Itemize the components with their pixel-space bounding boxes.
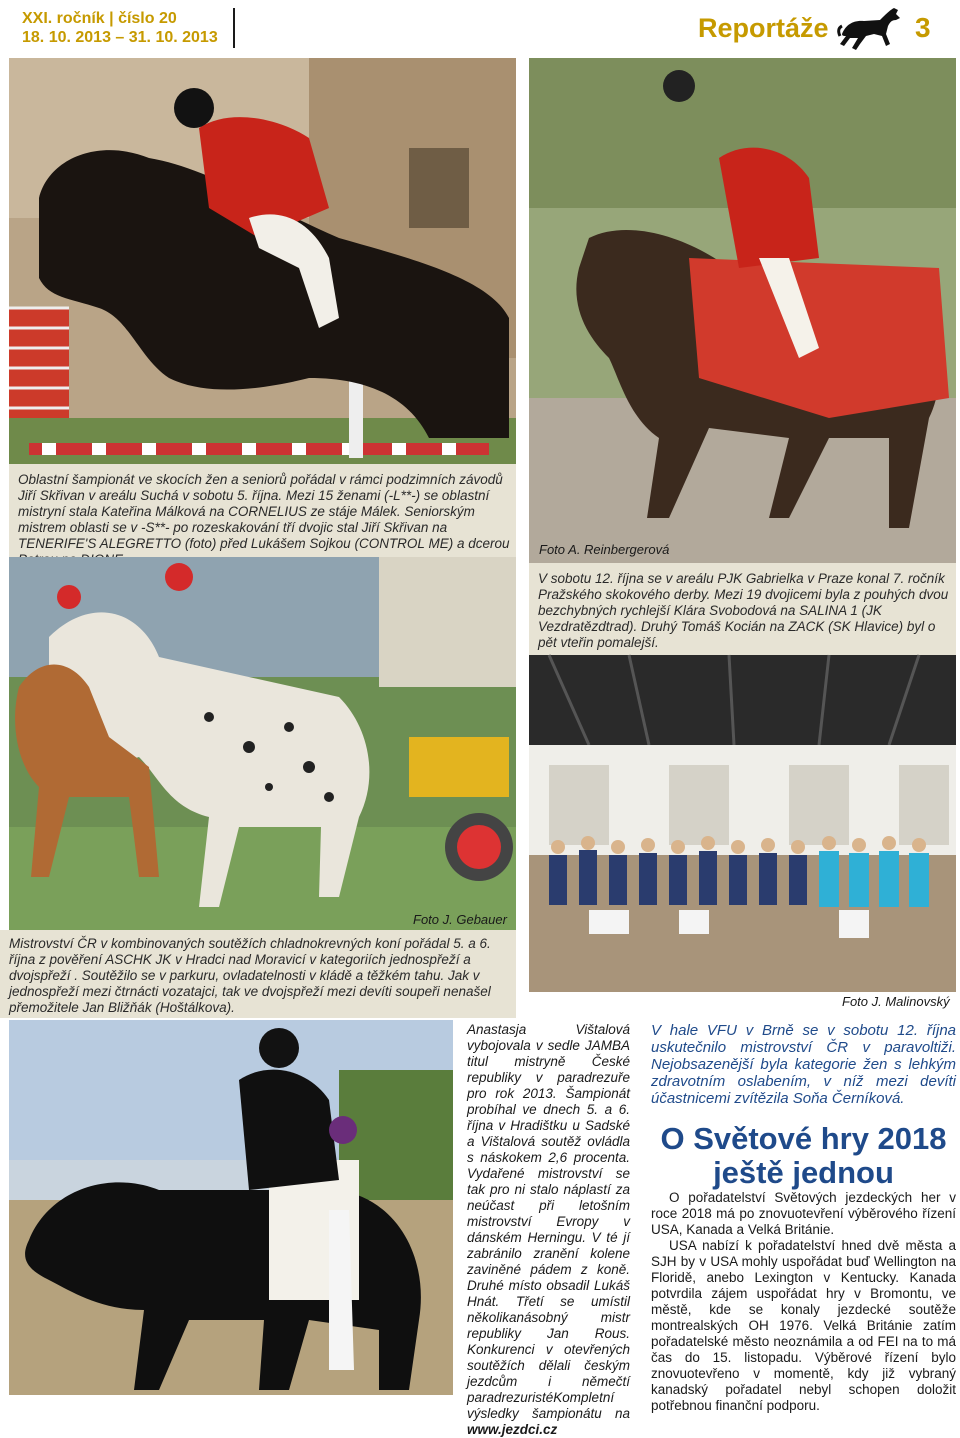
caption-driving: Mistrovství ČR v kombinovaných soutěžích chladnokrevných koní pořádal 5. a 6. října z pověření ASCHK JK v Hradci nad Moravicí v kategoriích jednospřeží a dvojspřeží . Soutěžilo se v parkuru, ovladatelnosti v kládě a těžkém tahu. Jak v jednospřeží mezi čtrnácti vozatajci, tak ve dvojspřeží mezi devíti soupeři nenašel přemožitele Jan Bližňák (Hoštálkova). — [0, 930, 516, 1018]
page-header — [0, 0, 960, 56]
photo-derby — [529, 58, 956, 563]
issue-dates: 18. 10. 2013 – 31. 10. 2013 — [22, 29, 218, 46]
photo-credit-derby: Foto A. Reinbergerová — [539, 542, 670, 557]
article-paragraph-2: USA nabízí k pořadatelství hned dvě města a SJH by v USA mohly uspořádat buď Wellington na Floridě, anebo Lexington v Kentucky. Kanada potvrdila zájem uspořádat hry v Bromontu, ve městě, kde se konaly jezdecké soutěže montrealských OH 1976. Velká Británie zatím pořadatelské město neoznámila a od FEI na to má čas do 15. listopadu. Výběrové řízení bylo znovuotevřeno v momentě, kdy již vybraný kanadský pořadatel nebyl schopen doložit potřebnou finanční podporu. — [651, 1238, 956, 1413]
article-para-dressage — [467, 1022, 630, 1438]
photo-show-jumping — [9, 58, 516, 464]
horse-icon — [836, 4, 902, 52]
header-divider — [233, 8, 235, 48]
caption-derby: V sobotu 12. října se v areálu PJK Gabrielka v Praze konal 7. ročník Pražského skokového derby. Mezi 19 dvojicemi byla z pouhých dvou bezchybných rychlejší Klára Svobodová na SALINA 1 (JK Vezdratězdtrad). Druhý Tomáš Kocián na ZACK (SK Hlavice) byl o pět vteřin pomalejší. — [529, 563, 956, 663]
results-link[interactable]: www.jezdci.cz — [467, 1422, 558, 1437]
headline-line-2: ještě jednou — [713, 1155, 894, 1190]
headline-line-1: O Světové hry 2018 — [660, 1121, 947, 1156]
photo-credit-driving: Foto J. Gebauer — [413, 912, 507, 927]
article-headline — [651, 1122, 956, 1190]
issue-volume: XXI. ročník | číslo 20 — [22, 10, 177, 27]
photo-para-dressage — [9, 1020, 453, 1395]
section-title: Reportáže — [698, 13, 829, 43]
para-dressage-body: Anastasja Vištalová vybojovala v sedle JAMBA titul mistryně České republiky v paradrezuře pro rok 2013. Šampionát probíhal ve dnech 5. a 6. října v Hradištku u Sadské a Vištalová soutěž ovládla s náskokem 2,6 procenta. Vydařené mistrovství se tak pro ni stalo náplastí za neúčast při letošním mistrovství Evropy v dánském Herningu. V té jí zabránilo zranění kolene zaviněné pádem z koně. Druhé místo obsadil Lukáš Hnát. Třetí se umístil několikanásobný mistr republiky Jan Rous. Konkurenci v otevřených soutěžích dělali českým jezdcům i němečtí paradrezuristéKompletní výsledky šampionátu na — [467, 1022, 630, 1421]
issue-info — [22, 9, 218, 47]
photo-driving — [9, 557, 516, 930]
article-paragraph-1: O pořadatelství Světových jezdeckých her v roce 2018 má po znovuotevření výběrového řízení USA, Kanada a Velká Británie. — [651, 1190, 956, 1237]
caption-show-jumping: Oblastní šampionát ve skocích žen a seniorů pořádal v rámci podzimních závodů Jiří Skřivan v areálu Suchá v sobotu 5. října. Mezi 15 ženami (-L**-) se oblastní mistryní stala Kateřina Málková na CORNELIUS ze stáje Málek. Seniorským mistrem oblasti se v -S**- po rozeskakování tří dvojic stal Jiří Skřivan na TENERIFE'S ALEGRETTO (foto) před Lukášem Sojkou (CONTROL ME) a dcerou — [9, 464, 516, 557]
page-number: 3 — [915, 12, 931, 43]
photo-parasport-group — [529, 655, 956, 992]
photo-credit-parasport: Foto J. Malinovský — [842, 994, 950, 1009]
caption-parasport: V hale VFU v Brně se v sobotu 12. října uskutečnilo mistrovství ČR v paravoltiži. Nejobsazenější byla kategorie žen s lehkým zdravotním oslabením, v níž mezi devíti účastnicemi zvítězila Soňa Černíková. — [651, 1022, 956, 1107]
